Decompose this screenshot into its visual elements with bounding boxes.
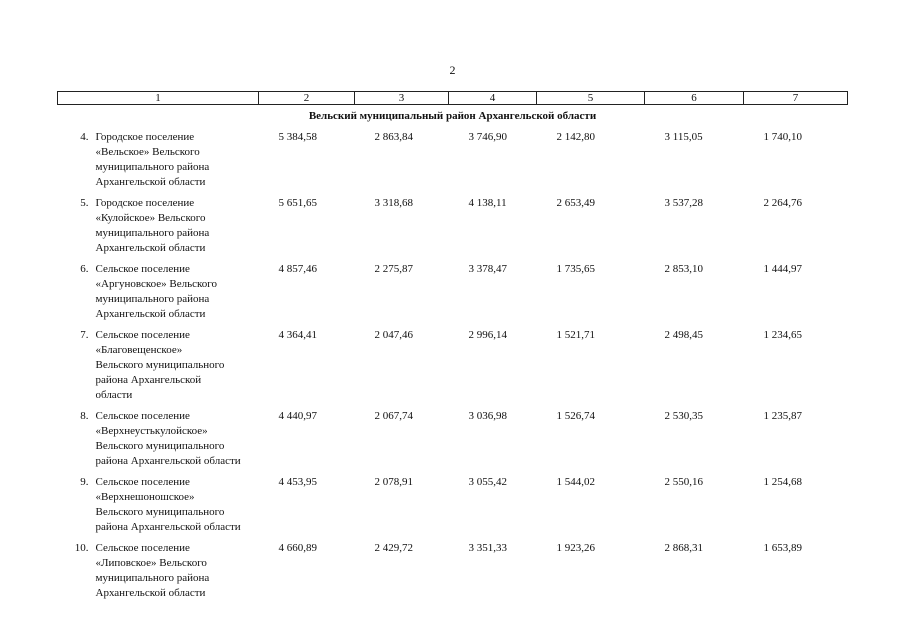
name-cell <box>58 259 259 325</box>
page-number: 2 <box>449 63 456 77</box>
column-header-6: 6 <box>645 92 744 105</box>
header-row <box>58 92 848 105</box>
name-cell <box>58 127 259 193</box>
table-header <box>58 92 848 105</box>
value-col-4: 3 036,98 <box>468 410 507 422</box>
value-col-7: 1 740,10 <box>763 131 802 143</box>
value-col-4: 3 378,47 <box>468 263 507 275</box>
settlement-name: Городское поселение «Кулойское» Вельского муниципального района Архангельской области <box>95 197 210 254</box>
value-col-2: 5 651,65 <box>278 197 317 209</box>
column-header-7: 7 <box>744 92 848 105</box>
name-cell <box>58 538 259 604</box>
row-number: 7. <box>80 329 89 341</box>
data-table <box>57 91 848 604</box>
value-col-2: 4 440,97 <box>278 410 317 422</box>
settlement-name: Сельское поселение «Благовещенское» Вельского муниципального района Архангельской области <box>95 329 225 401</box>
row-number: 5. <box>80 197 89 209</box>
section-row <box>58 105 848 128</box>
name-cell <box>58 193 259 259</box>
settlement-name: Городское поселение «Вельское» Вельского муниципального района Архангельской области <box>95 131 210 188</box>
value-col-3: 2 078,91 <box>374 476 413 488</box>
value-col-4: 4 138,11 <box>468 197 507 209</box>
value-col-6: 2 853,10 <box>664 263 703 275</box>
value-col-5: 1 544,02 <box>556 476 595 488</box>
name-cell <box>58 325 259 406</box>
value-col-5: 2 142,80 <box>556 131 595 143</box>
value-col-2: 4 660,89 <box>278 542 317 554</box>
value-col-6: 2 498,45 <box>664 329 703 341</box>
row-number: 8. <box>80 410 89 422</box>
value-col-3: 3 318,68 <box>374 197 413 209</box>
value-col-3: 2 047,46 <box>374 329 413 341</box>
table-row <box>58 127 848 193</box>
value-col-3: 2 067,74 <box>374 410 413 422</box>
table-row <box>58 193 848 259</box>
settlement-name: Сельское поселение «Аргуновское» Вельского муниципального района Архангельской области <box>95 263 218 320</box>
value-col-5: 1 526,74 <box>556 410 595 422</box>
column-header-5: 5 <box>537 92 645 105</box>
table-row <box>58 325 848 406</box>
value-col-7: 1 235,87 <box>763 410 802 422</box>
value-col-7: 1 234,65 <box>763 329 802 341</box>
column-header-1: 1 <box>58 92 259 105</box>
value-col-5: 1 521,71 <box>556 329 595 341</box>
settlement-name: Сельское поселение «Липовское» Вельского муниципального района Архангельской области <box>95 542 210 599</box>
value-col-2: 4 364,41 <box>278 329 317 341</box>
value-col-2: 4 453,95 <box>278 476 317 488</box>
table-body <box>58 105 848 605</box>
value-col-7: 1 653,89 <box>763 542 802 554</box>
value-col-4: 2 996,14 <box>468 329 507 341</box>
column-header-4: 4 <box>449 92 537 105</box>
name-cell <box>58 472 259 538</box>
value-col-7: 1 254,68 <box>763 476 802 488</box>
value-col-4: 3 055,42 <box>468 476 507 488</box>
table-row <box>58 538 848 604</box>
table-row <box>58 259 848 325</box>
settlement-name: Сельское поселение «Верхнешоношское» Вельского муниципального района Архангельской области <box>95 476 241 533</box>
value-col-4: 3 746,90 <box>468 131 507 143</box>
value-col-2: 4 857,46 <box>278 263 317 275</box>
value-col-3: 2 275,87 <box>374 263 413 275</box>
column-header-2: 2 <box>259 92 355 105</box>
name-cell <box>58 406 259 472</box>
value-col-7: 2 264,76 <box>763 197 802 209</box>
row-number: 6. <box>80 263 89 275</box>
row-number: 10. <box>74 542 89 554</box>
settlement-name: Сельское поселение «Верхнеустькулойское» Вельского муниципального района Архангельской области <box>95 410 241 467</box>
value-col-5: 1 735,65 <box>556 263 595 275</box>
row-number: 4. <box>80 131 89 143</box>
value-col-2: 5 384,58 <box>278 131 317 143</box>
value-col-7: 1 444,97 <box>763 263 802 275</box>
value-col-6: 3 537,28 <box>664 197 703 209</box>
value-col-6: 2 530,35 <box>664 410 703 422</box>
row-number: 9. <box>80 476 89 488</box>
value-col-4: 3 351,33 <box>468 542 507 554</box>
value-col-5: 2 653,49 <box>556 197 595 209</box>
section-title: Вельский муниципальный район Архангельской области <box>308 110 597 122</box>
value-col-3: 2 863,84 <box>374 131 413 143</box>
value-col-5: 1 923,26 <box>556 542 595 554</box>
value-col-6: 3 115,05 <box>664 131 703 143</box>
value-col-6: 2 868,31 <box>664 542 703 554</box>
column-header-3: 3 <box>355 92 449 105</box>
value-col-6: 2 550,16 <box>664 476 703 488</box>
value-col-3: 2 429,72 <box>374 542 413 554</box>
table-row <box>58 406 848 472</box>
table-row <box>58 472 848 538</box>
